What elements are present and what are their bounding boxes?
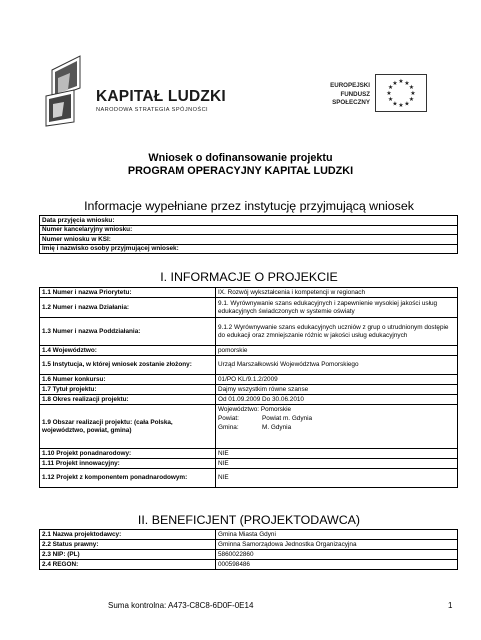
competition-number-value: 01/PO KL/9.1.2/2009 <box>216 375 458 385</box>
area-powiat-key: Powiat: <box>218 414 239 422</box>
innovative-label: 1.11 Projekt innowacyjny: <box>40 459 216 469</box>
checksum-footer: Suma kontrolna: A473-C8C8-6D0F-0E14 <box>108 601 254 610</box>
eu-flag-icon <box>375 74 427 112</box>
project-info-table <box>39 287 458 488</box>
transnational-label: 1.10 Projekt ponadnarodowy: <box>40 449 216 459</box>
nip-value: 5860022860 <box>216 550 458 560</box>
table-row <box>40 235 458 245</box>
legal-status-value: Gminna Samorządowa Jednostka Organizacyjna <box>216 540 458 550</box>
table-row <box>40 550 458 560</box>
area-gmina-key: Gmina: <box>218 424 239 432</box>
table-row <box>40 385 458 395</box>
application-title: Wniosek o dofinansowanie projektu <box>148 152 333 164</box>
regon-label: 2.4 REGON: <box>40 560 216 570</box>
eu-star-icon: ★ <box>398 102 404 110</box>
area-powiat-value: Powiat m. Gdynia <box>262 414 313 422</box>
intake-table <box>39 215 458 254</box>
table-row <box>40 405 458 449</box>
beneficiary-table <box>39 529 458 570</box>
area-voivodeship: Województwo: Pomorskie <box>218 406 292 413</box>
competition-number-label: 1.6 Numer konkursu: <box>40 375 216 385</box>
kapital-ludzki-emblem <box>44 52 88 128</box>
table-row <box>40 449 458 459</box>
eu-star-icon: ★ <box>404 79 410 87</box>
project-title-label: 1.7 Tytuł projektu: <box>40 385 216 395</box>
project-section-title: I. INFORMACJE O PROJEKCIE <box>160 270 338 284</box>
eu-star-icon: ★ <box>398 78 404 86</box>
submeasure-label: 1.3 Numer i nazwa Poddziałania: <box>40 318 216 346</box>
table-row <box>40 540 458 550</box>
transnational-component-label: 1.12 Projekt z komponentem ponadnarodowym: <box>40 469 216 488</box>
kapital-ludzki-subtitle: NARODOWA STRATEGIA SPÓJNOŚCI <box>96 107 209 113</box>
eu-star-icon: ★ <box>387 84 394 92</box>
priority-label: 1.1 Numer i nazwa Priorytetu: <box>40 288 216 298</box>
eu-fund-line2: FUNDUSZ SPOŁECZNY <box>332 90 370 106</box>
period-value: Od 01.09.2009 Do 30.06.2010 <box>216 395 458 405</box>
nip-label: 2.3 NIP: (PL) <box>40 550 216 560</box>
measure-value: 9.1. Wyrównywanie szans edukacyjnych i zapewnienie wysokiej jakości usług edukacyjnych świadczonych w systemie oświaty <box>216 298 458 318</box>
beneficiary-name-value: Gmina Miasta Gdyni <box>216 530 458 540</box>
table-row <box>40 288 458 298</box>
intake-ksi-number-label: Numer wniosku w KSI: <box>40 235 458 245</box>
table-row <box>40 318 458 346</box>
intake-date-label: Data przyjęcia wniosku: <box>40 216 458 226</box>
project-title-value: Dajmy wszystkim równe szanse <box>216 385 458 395</box>
table-row <box>40 375 458 385</box>
eu-star-icon: ★ <box>392 100 398 108</box>
area-details <box>218 414 455 433</box>
intake-office-number-label: Numer kancelaryjny wniosku: <box>40 225 458 235</box>
table-row <box>40 216 458 226</box>
kapital-ludzki-logo <box>44 52 226 134</box>
eu-star-icon: ★ <box>408 84 415 92</box>
table-row <box>40 530 458 540</box>
table-row <box>40 244 458 254</box>
page-number: 1 <box>448 601 453 610</box>
legal-status-label: 2.2 Status prawny: <box>40 540 216 550</box>
measure-label: 1.2 Numer i nazwa Działania: <box>40 298 216 318</box>
voivodeship-value: pomorskie <box>216 346 458 356</box>
area-gmina-value: M. Gdynia <box>262 424 292 432</box>
intake-section-title: Informacje wypełniane przez instytucję przyjmującą wniosek <box>84 199 414 213</box>
eu-star-icon: ★ <box>404 100 410 108</box>
table-row <box>40 560 458 570</box>
period-label: 1.8 Okres realizacji projektu: <box>40 395 216 405</box>
kapital-ludzki-title: KAPITAŁ LUDZKI <box>96 88 226 105</box>
area-label: 1.9 Obszar realizacji projektu: (cała Polska, województwo, powiat, gmina) <box>40 405 216 449</box>
table-row <box>40 469 458 488</box>
submeasure-value: 9.1.2 Wyrównywanie szans edukacyjnych uczniów z grup o utrudnionym dostępie do edukacji oraz zmniejszanie różnic w jakości usług edukacyjnych <box>216 318 458 346</box>
eu-fund-logo <box>306 74 436 116</box>
priority-value: IX. Rozwój wykształcenia i kompetencji w regionach <box>216 288 458 298</box>
institution-value: Urząd Marszałkowski Województwa Pomorskiego <box>216 356 458 375</box>
eu-star-icon: ★ <box>387 96 394 104</box>
table-row <box>40 356 458 375</box>
transnational-component-value: NIE <box>216 469 458 488</box>
eu-star-icon: ★ <box>410 90 416 98</box>
institution-label: 1.5 Instytucja, w której wniosek zostanie złożony: <box>40 356 216 375</box>
area-value <box>216 405 458 449</box>
innovative-value: NIE <box>216 459 458 469</box>
intake-person-label: Imię i nazwisko osoby przyjmującej wniosek: <box>40 244 458 254</box>
beneficiary-name-label: 2.1 Nazwa projektodawcy: <box>40 530 216 540</box>
table-row <box>40 459 458 469</box>
eu-star-icon: ★ <box>386 90 392 98</box>
voivodeship-label: 1.4 Województwo: <box>40 346 216 356</box>
regon-value: 000598486 <box>216 560 458 570</box>
table-row <box>40 225 458 235</box>
table-row <box>40 346 458 356</box>
eu-fund-text <box>306 82 370 108</box>
beneficiary-section-title: II. BENEFICJENT (PROJEKTODAWCA) <box>137 513 361 527</box>
table-row <box>40 298 458 318</box>
eu-star-icon: ★ <box>392 79 398 87</box>
program-title: PROGRAM OPERACYJNY KAPITAŁ LUDZKI <box>127 165 354 177</box>
eu-fund-line1: EUROPEJSKI <box>330 82 370 89</box>
table-row <box>40 395 458 405</box>
eu-star-icon: ★ <box>408 96 415 104</box>
transnational-value: NIE <box>216 449 458 459</box>
